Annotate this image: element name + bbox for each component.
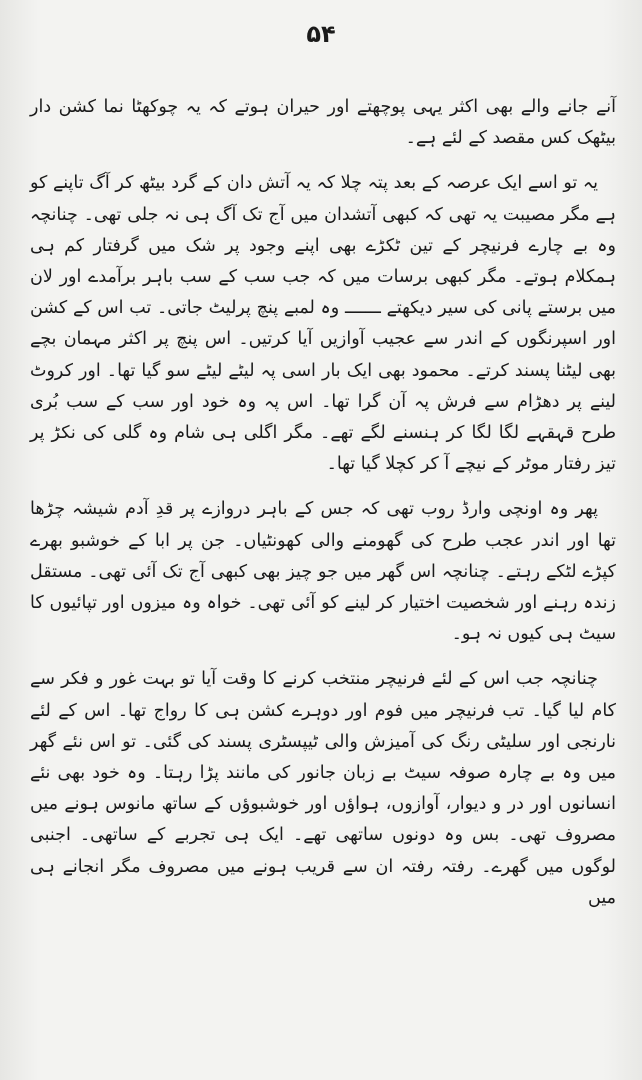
- paragraph-1: آنے جانے والے بھی اکثر یہی پوچھتے اور حیران ہوتے کہ یہ چوکھٹا نما کشن دار بیٹھک کس مقصد کے لئے ہے۔: [30, 97, 616, 149]
- page-number: ۵۴: [306, 20, 336, 48]
- paragraph-3: پھر وہ اونچی وارڈ روب تھی کہ جس کے باہر دروازے پر قدِ آدم شیشہ چڑھا تھا اور اندر عجب طرح کی گھومنے والی کھونٹیاں۔ جن پر ابا کے خوشبو بھرے کپڑے لٹکے رہتے۔ چنانچہ اس گھر میں جو چیز بھی کبھی آج تک آئی تھی۔ مستقل زندہ رہنے اور شخصیت اختیار کر لینے کو آئی تھی۔ خواہ وہ میزوں اور تپائیوں کا سیٹ ہی کیوں نہ ہو۔: [30, 499, 616, 645]
- paragraph-2: یہ تو اسے ایک عرصہ کے بعد پتہ چلا کہ یہ آتش دان کے گرد بیٹھ کر آگ تاپنے کو ہے مگر مصیبت یہ تھی کہ کبھی آتشدان میں آج تک آگ ہی نہ جلی تھی۔ چنانچہ وہ بے چارے فرنیچر کے تین ٹکڑے بھی اپنے وجود پر شک میں گرفتار کم ہی ہمکلام ہوتے۔ مگر کبھی برسات میں کہ جب سب کے سب باہر برآمدے اور لان میں برستے پانی کی سیر دیکھتے ـــــــ وہ لمبے پنچ پرلیٹ جاتی۔ تب اس کے کشن اور اسپرنگوں کے اندر سے عجیب آوازیں آیا کرتیں۔ اس پنچ پر اکثر مہمان بچے بھی لیٹنا پسند کرتے۔ محمود بھی ایک بار اسی پہ لیٹے لیٹے سو گیا تھا۔ اور کروٹ لینے پر دھڑام سے فرش پہ آن گرا تھا۔ اس پہ وہ خود اور سب کے سب بُری طرح قہقہے لگا لگا کر ہنسنے لگے تھے۔ مگر اگلی ہی شام وہ گلی کی نکڑ پر تیز رفتار موٹر کے نیچے آ کر کچلا گیا تھا۔: [30, 173, 616, 475]
- paragraph-4: چنانچہ جب اس کے لئے فرنیچر منتخب کرنے کا وقت آیا تو بہت غور و فکر سے کام لیا گیا۔ تب فرنیچر میں فوم اور دوہرے کشن ہی کا رواج تھا۔ اس کے لئے نارنجی اور سلیٹی رنگ کی آمیزش والی ٹیپسٹری پسند کی گئی۔ تو اس نئے گھر میں وہ بے چارہ صوفہ سیٹ بے زبان جانور کی مانند پڑا رہتا۔ وہ خود بھی نئے انسانوں اور در و دیوار، آوازوں، ہواؤں اور خوشبوؤں کے ساتھ مانوس ہونے میں مصروف تھی۔ بس وہ دونوں ساتھی تھے۔ ایک ہی تجربے کے ساتھی۔ اجنبی لوگوں میں گھرے۔ رفتہ رفتہ ان سے قریب ہونے میں مصروف مگر انجانے ہی میں: [30, 669, 616, 908]
- body-text: [30, 92, 616, 928]
